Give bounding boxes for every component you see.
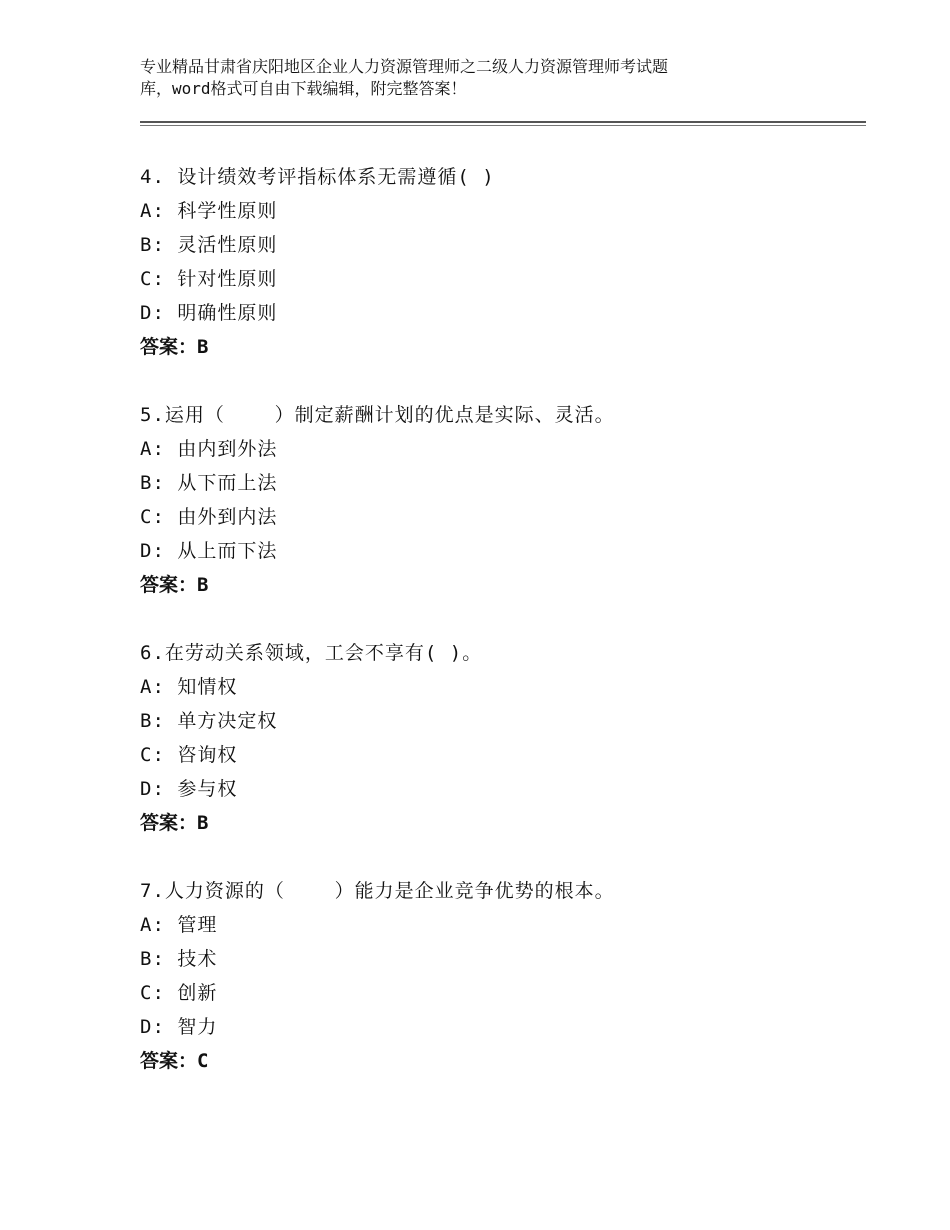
answer-label: 答案：B: [140, 336, 209, 358]
option-d: D: 从上而下法: [140, 540, 278, 562]
question-stem: 6.在劳动关系领域，工会不享有( )。: [140, 642, 483, 664]
page-header: [140, 56, 780, 100]
option-d: D: 明确性原则: [140, 302, 278, 324]
header-title-line-1: 专业精品甘肃省庆阳地区企业人力资源管理师之二级人力资源管理师考试题: [140, 57, 669, 76]
option-c: C: 创新: [140, 982, 218, 1004]
option-b: B: 从下而上法: [140, 472, 278, 494]
option-d: D: 参与权: [140, 778, 238, 800]
option-a: A: 管理: [140, 914, 218, 936]
option-a: A: 科学性原则: [140, 200, 278, 222]
option-a: A: 由内到外法: [140, 438, 278, 460]
header-divider-thin: [140, 125, 866, 126]
option-b: B: 单方决定权: [140, 710, 278, 732]
answer-label: 答案：B: [140, 812, 209, 834]
option-a: A: 知情权: [140, 676, 238, 698]
answer-label: 答案：C: [140, 1050, 209, 1072]
question-item: [140, 874, 860, 1078]
question-stem: 7.人力资源的（ ）能力是企业竞争优势的根本。: [140, 880, 615, 902]
header-title-line-2: 库，word格式可自由下载编辑，附完整答案！: [140, 79, 467, 98]
question-stem: 5.运用（ ）制定薪酬计划的优点是实际、灵活。: [140, 404, 615, 426]
question-item: [140, 636, 860, 840]
question-list: [140, 160, 860, 1112]
header-divider: [140, 121, 866, 123]
option-b: B: 技术: [140, 948, 218, 970]
answer-label: 答案：B: [140, 574, 209, 596]
option-c: C: 由外到内法: [140, 506, 278, 528]
option-d: D: 智力: [140, 1016, 218, 1038]
question-stem: 4. 设计绩效考评指标体系无需遵循( ): [140, 166, 495, 188]
question-item: [140, 398, 860, 602]
option-b: B: 灵活性原则: [140, 234, 278, 256]
option-c: C: 咨询权: [140, 744, 238, 766]
question-item: [140, 160, 860, 364]
option-c: C: 针对性原则: [140, 268, 278, 290]
